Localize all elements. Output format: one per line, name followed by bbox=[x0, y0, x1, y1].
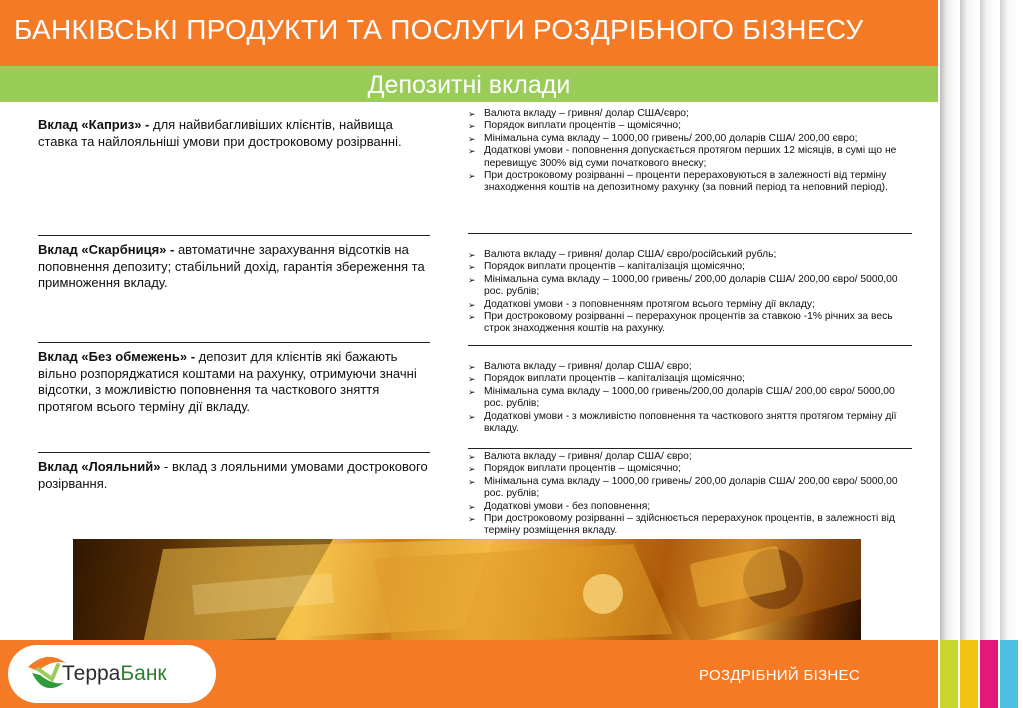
divider bbox=[38, 235, 430, 236]
arrow-bullet-icon: ➢ bbox=[468, 386, 476, 397]
list-item: ➢ Додаткові умови - без поповнення; bbox=[468, 500, 651, 512]
footer-label: РОЗДРІБНИЙ БІЗНЕС bbox=[699, 667, 860, 684]
arrow-bullet-icon: ➢ bbox=[468, 362, 476, 372]
list-item: ➢ Порядок виплати процентів – щомісячно; bbox=[468, 463, 682, 475]
stripe-1 bbox=[940, 0, 958, 708]
section-title: Депозитні вклади bbox=[367, 71, 571, 99]
arrow-bullet-icon: ➢ bbox=[468, 262, 476, 273]
deposit-text: - вклад з лояльними умовами дострокового розірвання. bbox=[38, 459, 428, 491]
list-item: ➢ Додаткові умови - з поповненням протягом всього терміну дії вкладу; bbox=[468, 298, 815, 310]
list-item: ➢ Мінімальна сума вкладу – 1000,00 гривень/200,00 доларів США/ 200,00 євро/ 5000,00 рос. рублів; bbox=[468, 385, 895, 410]
arrow-bullet-icon: ➢ bbox=[468, 476, 476, 487]
slide-title: БАНКІВСЬКІ ПРОДУКТИ ТА ПОСЛУГИ РОЗДРІБНОГО БІЗНЕСУ bbox=[14, 14, 864, 45]
deposit-name: Вклад «Скарбниця» - bbox=[38, 242, 175, 257]
list-item: ➢ Порядок виплати процентів – капіталізація щомісячно; bbox=[468, 261, 746, 273]
deposit-description-kapryz bbox=[38, 117, 432, 150]
arrow-bullet-icon: ➢ bbox=[468, 133, 476, 144]
arrow-bullet-icon: ➢ bbox=[468, 109, 476, 119]
arrow-bullet-icon: ➢ bbox=[468, 514, 476, 525]
stripe-color-1 bbox=[940, 640, 958, 708]
divider bbox=[468, 448, 912, 449]
list-item: ➢ При достроковому розірванні – перерахунок процентів за ставкою -1% річних за весь строк знаходження коштів на рахунку. bbox=[468, 311, 893, 335]
conditions-list-skarbnytsia bbox=[468, 249, 914, 336]
arrow-bullet-icon: ➢ bbox=[468, 250, 476, 260]
conditions-list-kapryz bbox=[468, 108, 914, 195]
stripe-4 bbox=[1000, 0, 1018, 708]
list-item: ➢ Додаткові умови - з можливістю поповнення та часткового зняття протягом терміну дії вкладу. bbox=[468, 410, 897, 435]
conditions-list-loialnyi bbox=[468, 451, 914, 538]
banknotes-illustration bbox=[73, 539, 861, 644]
list-item: ➢ Додаткові умови - поповнення допускається протягом перших 12 місяців, в сумі що не перевищує 300% від суми початкового внеску; bbox=[468, 145, 897, 169]
list-item: ➢ Мінімальна сума вкладу – 1000,00 гривень/ 200,00 доларів США/ 200,00 євро; bbox=[468, 132, 858, 144]
arrow-bullet-icon: ➢ bbox=[468, 452, 476, 462]
slide-header bbox=[0, 0, 938, 66]
arrow-bullet-icon: ➢ bbox=[468, 374, 476, 385]
list-item: ➢ Валюта вкладу – гривня/ долар США/ євро; bbox=[468, 451, 692, 462]
arrow-bullet-icon: ➢ bbox=[468, 312, 476, 323]
deposit-text: депозит для клієнтів які бажають вільно розпоряджатися коштами на рахунку, отримуючи значні відсотки, з можливістю поповнення та часткового зняття протягом всього терміну дії вкладу. bbox=[38, 349, 417, 414]
deposit-name: Вклад «Каприз» - bbox=[38, 117, 150, 132]
list-item: ➢ Порядок виплати процентів – капіталізація щомісячно; bbox=[468, 373, 746, 385]
logo-brand-part2: Банк bbox=[120, 662, 167, 685]
terrabank-logo-icon bbox=[8, 645, 216, 703]
arrow-bullet-icon: ➢ bbox=[468, 146, 476, 157]
list-item: ➢ При достроковому розірванні – проценти перераховуються в залежності від терміну знаходження коштів на депозитному рахунку (за повний період та неповний період). bbox=[468, 170, 888, 194]
money-banknotes-image bbox=[73, 539, 861, 644]
list-item: ➢ Валюта вкладу – гривня/ долар США/євро; bbox=[468, 108, 689, 119]
list-item: ➢ Валюта вкладу – гривня/ долар США/ євро; bbox=[468, 361, 692, 372]
deposit-text: для найвибагливіших клієнтів, найвища ставка та найлояльніші умови при достроковому розірванні. bbox=[38, 117, 402, 149]
arrow-bullet-icon: ➢ bbox=[468, 299, 476, 310]
stripe-color-2 bbox=[960, 640, 978, 708]
stripe-color-4 bbox=[1000, 640, 1018, 708]
logo-text bbox=[62, 662, 167, 686]
stripe-3 bbox=[980, 0, 998, 708]
divider bbox=[468, 345, 912, 346]
deposit-description-loialnyi bbox=[38, 459, 432, 492]
list-item: ➢ Валюта вкладу – гривня/ долар США/ євро/російський рубль; bbox=[468, 249, 777, 260]
deposit-description-bez-obmezhen bbox=[38, 349, 432, 415]
conditions-list-bez-obmezhen bbox=[468, 361, 914, 435]
slide-subheader bbox=[0, 66, 938, 102]
list-item: ➢ Мінімальна сума вкладу – 1000,00 гривень/ 200,00 доларів США/ 200,00 євро/ 5000,00 рос. рублів; bbox=[468, 273, 898, 298]
arrow-bullet-icon: ➢ bbox=[468, 121, 476, 132]
arrow-bullet-icon: ➢ bbox=[468, 411, 476, 422]
logo-brand-part1: Терра bbox=[62, 662, 121, 685]
deposit-description-skarbnytsia bbox=[38, 242, 432, 292]
list-item: ➢ Порядок виплати процентів – щомісячно; bbox=[468, 120, 682, 132]
arrow-bullet-icon: ➢ bbox=[468, 501, 476, 512]
divider bbox=[38, 342, 430, 343]
deposit-name: Вклад «Лояльний» bbox=[38, 459, 161, 474]
stripe-2 bbox=[960, 0, 978, 708]
list-item: ➢ Мінімальна сума вкладу – 1000,00 гривень/ 200,00 доларів США/ 200,00 євро/ 5000,00 рос. рублів; bbox=[468, 475, 898, 500]
stripe-color-3 bbox=[980, 640, 998, 708]
deposit-text: автоматичне зарахування відсотків на поповнення депозиту; стабільний дохід, гарантія збереження та примноження вкладу. bbox=[38, 242, 425, 290]
list-item: ➢ При достроковому розірванні – здійснюється перерахунок процентів, в залежності від терміну розміщення вкладу. bbox=[468, 513, 895, 537]
decorative-stripes bbox=[938, 0, 1023, 708]
arrow-bullet-icon: ➢ bbox=[468, 171, 476, 182]
divider bbox=[468, 233, 912, 234]
divider bbox=[38, 452, 430, 453]
deposit-name: Вклад «Без обмежень» - bbox=[38, 349, 196, 364]
arrow-bullet-icon: ➢ bbox=[468, 274, 476, 285]
arrow-bullet-icon: ➢ bbox=[468, 464, 476, 475]
